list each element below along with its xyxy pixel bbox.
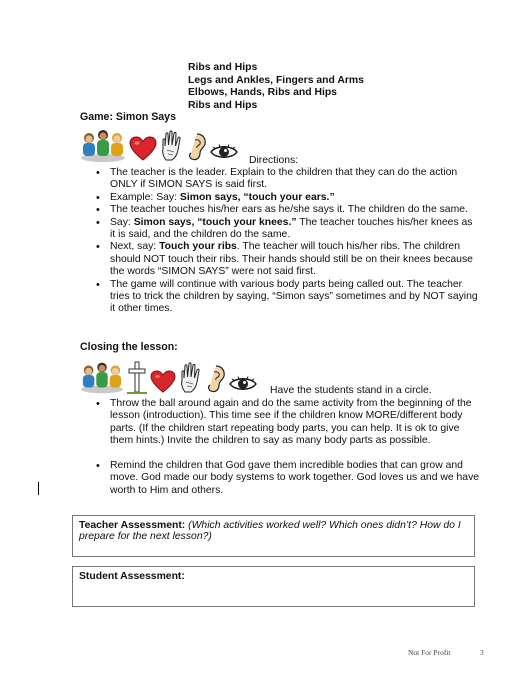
list-item: • The game will continue with various body parts being called out. The teacher tries to trick the children by saying, “Simon says” sometimes and by NOT saying it other times. xyxy=(90,279,478,316)
ear-icon xyxy=(206,364,226,394)
children-group-icon xyxy=(80,358,124,394)
page-number: 3 xyxy=(480,648,484,657)
eye-icon xyxy=(229,374,257,394)
hand-icon xyxy=(160,130,184,162)
ear-icon xyxy=(187,132,207,162)
list-item: • Throw the ball around again and do the same activity from the beginning of the lesson (introduction). This time see if the children know MORE/different body parts. (If the children start repeating body parts, you can help. It is ok to give them hints.) Invite the children to say as many body parts as possible. xyxy=(90,398,478,448)
song-lyrics xyxy=(188,62,364,112)
hand-icon xyxy=(179,362,203,394)
closing-list-2 xyxy=(90,460,480,497)
cross-icon xyxy=(127,360,147,394)
directions-label: Directions: xyxy=(249,155,299,166)
teacher-assessment-prompt: (Which activities worked well? Which ones didn’t? How do I prepare for the next lesson?) xyxy=(79,520,461,542)
heart-icon xyxy=(150,370,176,394)
footer-text: Not For Profit xyxy=(408,648,451,657)
eye-icon xyxy=(210,142,238,162)
text-cursor xyxy=(38,482,39,495)
children-group-icon xyxy=(80,126,126,162)
song-line: Elbows, Hands, Ribs and Hips xyxy=(188,87,337,99)
game-icons-row xyxy=(80,126,238,162)
list-item: • The teacher touches his/her ears as he/she says it. The children do the same. xyxy=(90,204,478,216)
heart-icon xyxy=(129,136,157,162)
student-assessment-box[interactable] xyxy=(72,566,475,607)
list-item: • Remind the children that God gave them incredible bodies that can grow and move. God made our body systems to work together. God loves us and we have worth to Him and others. xyxy=(90,460,480,497)
closing-heading: Closing the lesson: xyxy=(80,341,178,353)
closing-instruction: Have the students stand in a circle. xyxy=(270,385,432,396)
song-line: Ribs and Hips xyxy=(188,99,258,111)
list-item: • Next, say: Touch your ribs. The teacher will touch his/her ribs. The children should NOT touch their ribs. Their hands should still be on their knees because the words “SIMON SAYS” were not said first. xyxy=(90,241,478,278)
song-line: Ribs and Hips xyxy=(188,62,258,73)
song-line: Legs and Ankles, Fingers and Arms xyxy=(188,74,364,86)
list-item: • Example: Say: Simon says, “touch your ears.” xyxy=(90,192,478,204)
game-heading: Game: Simon Says xyxy=(80,111,176,123)
teacher-assessment-title: Teacher Assessment: xyxy=(79,520,186,531)
list-item: • The teacher is the leader. Explain to the children that they can do the action ONLY if SIMON SAYS is said first. xyxy=(90,167,478,192)
student-assessment-title: Student Assessment: xyxy=(79,571,185,582)
list-item: • Say: Simon says, “touch your knees.” The teacher touches his/her knees as it is said, and the children do the same. xyxy=(90,217,478,242)
teacher-assessment-box[interactable] xyxy=(72,515,475,557)
closing-list xyxy=(90,398,478,448)
game-directions-list xyxy=(90,167,478,316)
closing-icons-row xyxy=(80,358,257,394)
